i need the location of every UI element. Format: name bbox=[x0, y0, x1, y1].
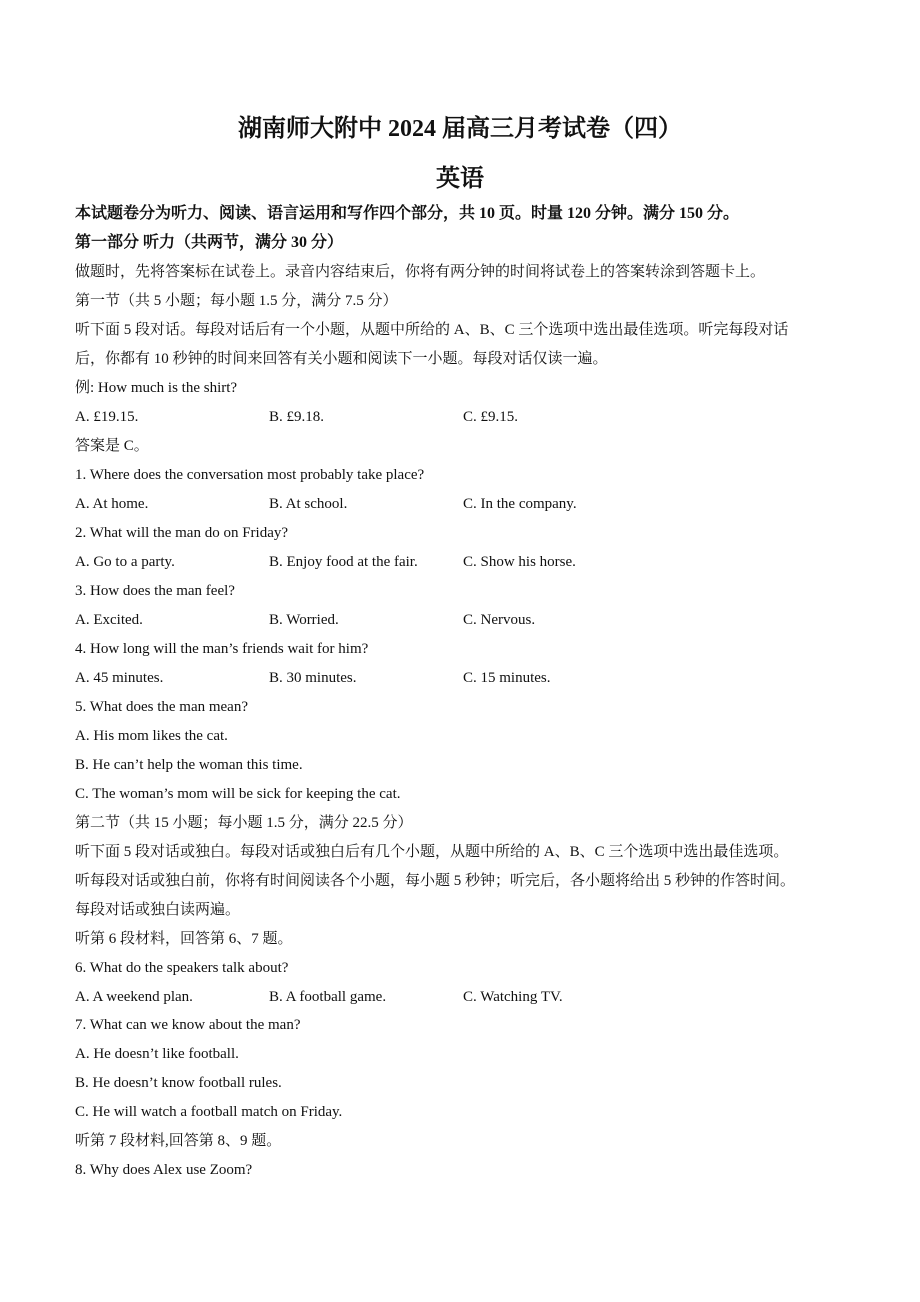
question-4-option-a: A. 45 minutes. bbox=[75, 670, 164, 686]
example-answer: 答案是 C。 bbox=[75, 438, 149, 454]
question-7-option-a: A. He doesn’t like football. bbox=[75, 1046, 239, 1062]
subject-title: 英语 bbox=[436, 166, 484, 192]
question-6: 6. What do the speakers talk about? bbox=[75, 960, 289, 976]
question-2: 2. What will the man do on Friday? bbox=[75, 525, 289, 541]
section1-instruction: 听下面 5 段对话。每段对话后有一个小题，从题中所给的 A、B、C 三个选项中选出最佳选项。听完每段对话 bbox=[75, 322, 789, 338]
material-7-heading: 听第 7 段材料,回答第 8、9 题。 bbox=[75, 1133, 282, 1149]
question-7-option-b: B. He doesn’t know football rules. bbox=[75, 1075, 282, 1091]
question-6-option-a: A. A weekend plan. bbox=[75, 989, 193, 1005]
material-6-heading: 听第 6 段材料，回答第 6、7 题。 bbox=[75, 931, 293, 947]
question-3-option-a: A. Excited. bbox=[75, 612, 143, 628]
question-4: 4. How long will the man’s friends wait for him? bbox=[75, 641, 369, 657]
question-5-option-a: A. His mom likes the cat. bbox=[75, 728, 228, 744]
question-2-option-c: C. Show his horse. bbox=[463, 554, 576, 570]
question-2-option-b: B. Enjoy food at the fair. bbox=[269, 554, 418, 570]
question-5-option-b: B. He can’t help the woman this time. bbox=[75, 757, 303, 773]
example-option-b: B. £9.18. bbox=[269, 409, 325, 425]
section1-instruction: 后，你都有 10 秒钟的时间来回答有关小题和阅读下一小题。每段对话仅读一遍。 bbox=[75, 351, 608, 367]
example-option-a: A. £19.15. bbox=[75, 409, 139, 425]
question-1: 1. Where does the conversation most probably take place? bbox=[75, 467, 425, 483]
section2-instruction: 听下面 5 段对话或独白。每段对话或独白后有几个小题，从题中所给的 A、B、C 三个选项中选出最佳选项。 bbox=[75, 844, 789, 860]
question-5: 5. What does the man mean? bbox=[75, 699, 248, 715]
page-title: 湖南师大附中 2024 届高三月考试卷（四） bbox=[238, 116, 682, 142]
example-question: 例: How much is the shirt? bbox=[75, 380, 238, 396]
question-1-option-b: B. At school. bbox=[269, 496, 348, 512]
section2-instruction: 听每段对话或独白前，你将有时间阅读各个小题，每小题 5 秒钟；听完后，各小题将给出 5 秒钟的作答时间。 bbox=[75, 873, 796, 889]
question-5-option-c: C. The woman’s mom will be sick for keeping the cat. bbox=[75, 786, 401, 802]
question-4-option-c: C. 15 minutes. bbox=[463, 670, 551, 686]
section2-instruction: 每段对话或独白读两遍。 bbox=[75, 902, 241, 918]
question-6-option-b: B. A football game. bbox=[269, 989, 387, 1005]
question-2-option-a: A. Go to a party. bbox=[75, 554, 175, 570]
question-3-option-b: B. Worried. bbox=[269, 612, 339, 628]
question-7-option-c: C. He will watch a football match on Friday. bbox=[75, 1104, 343, 1120]
question-6-option-c: C. Watching TV. bbox=[463, 989, 563, 1005]
part1-instruction: 做题时，先将答案标在试卷上。录音内容结束后，你将有两分钟的时间将试卷上的答案转涂到答题卡上。 bbox=[75, 264, 766, 280]
question-1-option-c: C. In the company. bbox=[463, 496, 577, 512]
question-1-option-a: A. At home. bbox=[75, 496, 149, 512]
section1-heading: 第一节（共 5 小题；每小题 1.5 分，满分 7.5 分） bbox=[75, 293, 398, 309]
exam-intro: 本试题卷分为听力、阅读、语言运用和写作四个部分，共 10 页。时量 120 分钟。满分 150 分。 bbox=[75, 205, 740, 222]
part1-heading: 第一部分 听力（共两节，满分 30 分） bbox=[75, 234, 344, 251]
question-4-option-b: B. 30 minutes. bbox=[269, 670, 357, 686]
question-3-option-c: C. Nervous. bbox=[463, 612, 536, 628]
question-7: 7. What can we know about the man? bbox=[75, 1017, 301, 1033]
example-option-c: C. £9.15. bbox=[463, 409, 519, 425]
question-8: 8. Why does Alex use Zoom? bbox=[75, 1162, 253, 1178]
question-3: 3. How does the man feel? bbox=[75, 583, 235, 599]
section2-heading: 第二节（共 15 小题；每小题 1.5 分，满分 22.5 分） bbox=[75, 815, 413, 831]
